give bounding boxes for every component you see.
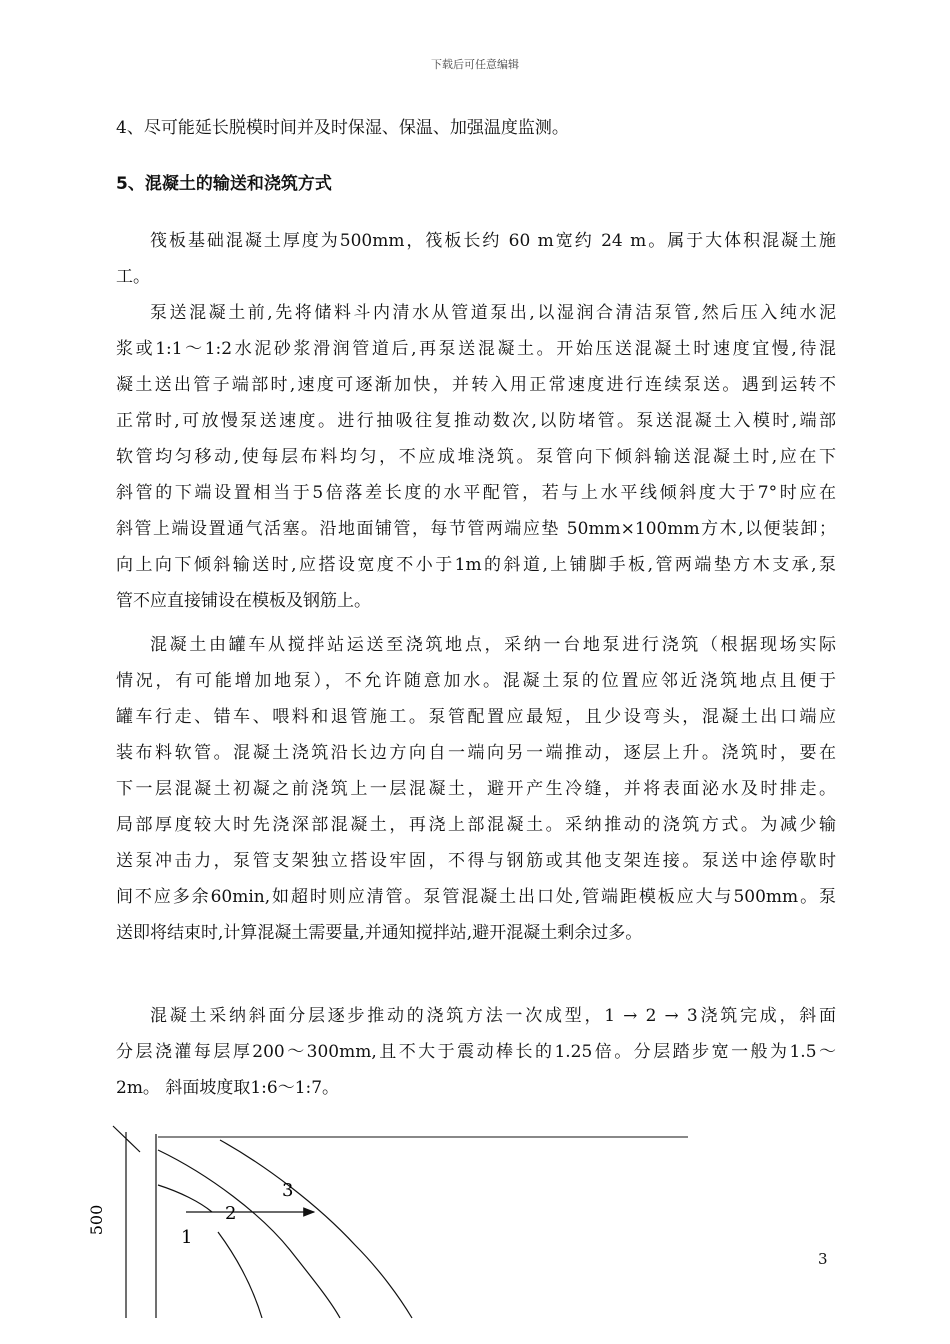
paragraph-line: 泵送混凝土前,先将储料斗内清水从管道泵出,以湿润合清洁泵管,然后压入纯水泥 (150, 303, 836, 323)
paragraph-line: 装布料软管。混凝土浇筑沿长边方向自一端向另一端推动，逐层上升。浇筑时，要在 (116, 743, 836, 763)
paragraph-line: 凝土送出管子端部时,速度可逐渐加快，并转入用正常速度进行连续泵送。遇到运转不 (116, 375, 836, 395)
layer-label-1: 1 (181, 1227, 193, 1248)
paragraph-line: 送即将结束时,计算混凝土需要量,并通知搅拌站,避开混凝土剩余过多。 (116, 923, 643, 943)
paragraph-line: 软管均匀移动,使每层布料均匀，不应成堆浇筑。泵管向下倾斜输送混凝土时,应在下 (116, 447, 836, 467)
slope-curve-1-top (158, 1185, 212, 1212)
paragraph-line: 局部厚度较大时先浇深部混凝土，再浇上部混凝土。采纳推动的浇筑方式。为减少输 (116, 815, 836, 835)
paragraph-line: 分层浇灌每层厚200～300mm,且不大于震动棒长的1.25倍。分层踏步宽一般为1.5～ (116, 1042, 836, 1062)
page-number: 3 (818, 1250, 828, 1268)
paragraph-line: 下一层混凝土初凝之前浇筑上一层混凝土，避开产生冷缝，并将表面泌水及时排走。 (116, 779, 836, 799)
paragraph-line: 罐车行走、错车、喂料和退管施工。泵管配置应最短，且少设弯头，混凝土出口端应 (116, 707, 836, 727)
paragraph-line: 斜管的下端设置相当于5倍落差长度的水平配管，若与上水平线倾斜度大于7°时应在 (116, 483, 836, 503)
section-5-title: 5、混凝土的输送和浇筑方式 (116, 174, 332, 194)
paragraph-line: 筏板基础混凝土厚度为500mm，筏板长约 60 m宽约 24 m。属于大体积混凝土施 (150, 231, 836, 251)
paragraph-line: 2m。 斜面坡度取1:6～1:7。 (116, 1078, 340, 1098)
layer-label-3: 3 (282, 1180, 294, 1201)
paragraph-line: 混凝土采纳斜面分层逐步推动的浇筑方法一次成型，1 → 2 → 3浇筑完成，斜面 (150, 1006, 836, 1026)
layer-label-2: 2 (225, 1203, 237, 1224)
slope-curve-3 (220, 1140, 412, 1318)
item-4-text: 4、尽可能延长脱模时间并及时保湿、保温、加强温度监测。 (116, 118, 569, 138)
paragraph-line: 间不应多余60min,如超时则应清管。泵管混凝土出口处,管端距模板应大与500mm。泵 (116, 887, 836, 907)
paragraph-line: 管不应直接铺设在模板及钢筋上。 (116, 591, 371, 611)
paragraph-line: 混凝土由罐车从搅拌站运送至浇筑地点，采纳一台地泵进行浇筑（根据现场实际 (150, 635, 836, 655)
paragraph-line: 斜管上端设置通气活塞。沿地面铺管，每节管两端应垫 50mm×100mm方木,以便装卸； (116, 519, 836, 539)
page-header: 下载后可任意编辑 (431, 58, 519, 71)
paragraph-line: 情况，有可能增加地泵），不允许随意加水。混凝土泵的位置应邻近浇筑地点且便于 (116, 671, 836, 691)
paragraph-line: 工。 (116, 267, 150, 287)
paragraph-line: 送泵冲击力，泵管支架独立搭设牢固，不得与钢筋或其他支架连接。泵送中途停歇时 (116, 851, 836, 871)
paragraph-line: 浆或1:1～1:2水泥砂浆滑润管道后,再泵送混凝土。开始压送混凝土时速度宜慢,待混 (116, 339, 836, 359)
paragraph-line: 正常时,可放慢泵送速度。进行抽吸往复推动数次,以防堵管。泵送混凝土入模时,端部 (116, 411, 836, 431)
slope-curve-1 (218, 1232, 262, 1318)
paragraph-line: 向上向下倾斜输送时,应搭设宽度不小于1m的斜道,上铺脚手板,管两端垫方木支承,泵 (116, 555, 836, 575)
dimension-label: 500 (87, 1204, 106, 1236)
